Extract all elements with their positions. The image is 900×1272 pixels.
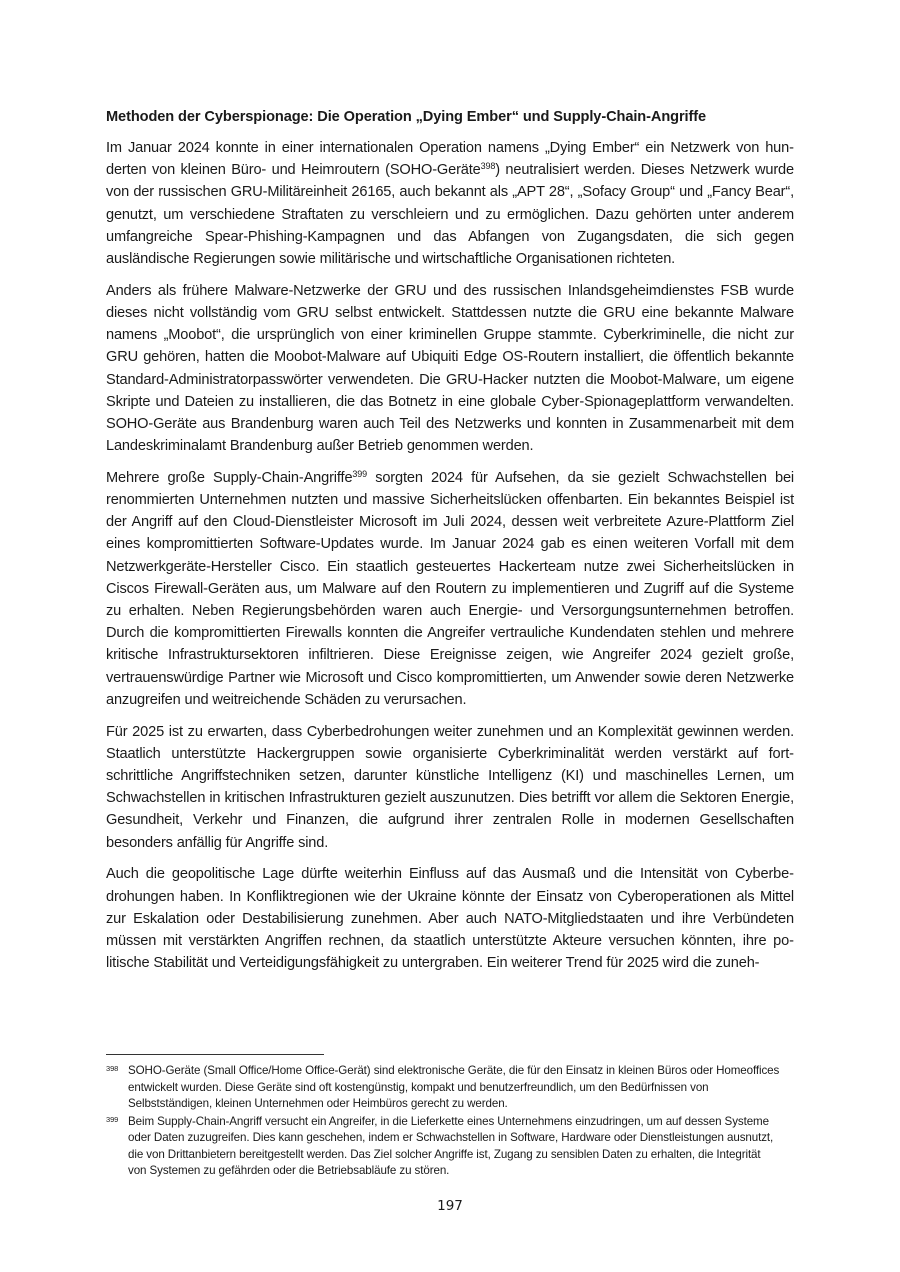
footnote-398 [106, 1063, 794, 1113]
footnote-ref-399[interactable]: 399 [352, 468, 367, 479]
footnote-number: 398 [106, 1064, 119, 1073]
page-number: 197 [437, 1198, 463, 1214]
paragraph-3 [106, 467, 794, 711]
paragraph-1-text-b: ) neutralisiert werden. Dieses Netzwerk wurde von der russischen GRU-Militäreinheit 26165, auch bekannt als „APT 28“, „Sofacy Group“ und „Fancy Bear“, genutzt, um verschiedene Straftaten zu verschleiern und zu ermöglichen. Dazu gehörten unter anderem umfangreiche Spear-Phishing-Kampagnen und das Abfangen von Zugangsdaten, die sich gegen ausländische Regierungen sowie militärische und wirtschaftliche Organisationen richteten. [106, 162, 794, 268]
footnote-text: Beim Supply-Chain-Angriff versucht ein Angreifer, in die Lieferkette eines Unternehmens einzudringen, um auf dessen Systeme oder Daten zuzugreifen. Dies kann geschehen, indem er Schwachstellen in Software, Hardware oder Dienstleistungen ausnutzt, die von Drittanbietern bereitgestellt werden. Das Ziel solcher Angriffe ist, Zugang zu sensiblen Daten zu erhalten, die Integrität von Systemen zu gefährden oder die Betriebsabläufe zu stören. [128, 1114, 774, 1177]
paragraph-2: Anders als frühere Malware-Netzwerke der GRU und des russischen Inlandsgeheimdienstes FSB wurde dieses nicht vollständig vom GRU selbst entwickelt. Stattdessen nutzte die GRU eine bekannte Malware namens „Moobot“, die ursprünglich von einer kriminellen Gruppe stammte. Cyberkriminelle, die nicht zur GRU gehören, hatten die Moobot-Malware auf Ubiquiti Edge OS-Routern installiert, die öffentlich bekannte Standard-Administratorpasswörter verwendeten. Die GRU-Hacker nutzten die Moobot-Malware, um eigene Skripte und Dateien zu installieren, die das Botnetz in eine globale Cyber-Spionageplattform verwandelten. SOHO-Geräte aus Brandenburg waren auch Teil des Netzwerks und konnten in Zusammenarbeit mit dem Landeskriminalamt Brandenburg außer Betrieb genommen werden. [106, 282, 794, 455]
footnote-399 [106, 1114, 794, 1180]
footnote-text: SOHO-Geräte (Small Office/Home Office-Gerät) sind elektronische Geräte, die für den Einsatz in kleinen Büros oder Homeoffices entwickelt wurden. Diese Geräte sind oft kostengünstig, kompakt und benutzerfreundlich, um den Bedürfnissen von Selbstständigen, kleinen Unternehmen oder Heimbüros gerecht zu werden. [128, 1064, 780, 1110]
page-body [106, 106, 794, 984]
footnotes-section [106, 1054, 794, 1181]
paragraph-1 [106, 137, 794, 270]
paragraph-3-text-b: sorgten 2024 für Aufsehen, da sie gezielt Schwachstellen bei renommierten Unternehmen nutzten und massive Sicherheitslücken offenbarten. Ein bekanntes Beispiel ist der Angriff auf den Cloud-Dienstleister Microsoft im Juli 2024, dessen weit verbreitete Azure-Plattform Ziel eines kompromittierten Software-Updates wurde. Im Januar 2024 gab es einen weiteren Vorfall mit dem Netzwerkgeräte-Hersteller Cisco. Ein staatlich gesteuertes Hackerteam nutze zwei Sicherheitslücken in Ciscos Firewall-Geräten aus, um Malware auf den Routern zu implementieren und Zugriff auf die Systeme zu erhalten. Neben Regierungsbehörden waren auch Energie- und Versorgungsunternehmen betroffen. Durch die kompromittierten Firewalls konnten die Angreifer vertrauliche Kundendaten stehlen und mehrere kritische Infrastruktursektoren infiltrieren. Diese Ereignisse zeigen, wie Angreifer 2024 gezielt große, vertrauenswürdige Partner wie Microsoft und Cisco kompromittierten, um Anwender sowie deren Netzwerke anzugreifen und weitreichende Schäden zu verursachen. [106, 469, 795, 708]
footnote-number: 399 [106, 1114, 119, 1124]
footnote-divider [106, 1054, 324, 1055]
paragraph-3-text-a: Mehrere große Supply-Chain-Angriffe [106, 469, 353, 486]
paragraph-4: Für 2025 ist zu erwarten, dass Cyberbedrohungen weiter zunehmen und an Komplexität gewinnen werden. Staatlich unterstützte Hackergruppen sowie organisierte Cyberkriminalität werden verstärkt auf fortschrittliche Angriffstechniken setzen, darunter künstliche Intelligenz (KI) und maschinelles Lernen, um Schwachstellen in kritischen Infrastrukturen gezielt auszunutzen. Dies betrifft vor allem die Sektoren Energie, Gesundheit, Verkehr und Finanzen, die aufgrund ihrer zentralen Rolle in modernen Gesellschaften besonders anfällig für Angriffe sind. [106, 723, 794, 851]
section-heading: Methoden der Cyberspionage: Die Operation „Dying Ember“ und Supply-Chain-Angriffe [106, 109, 707, 125]
footnote-ref-398[interactable]: 398 [480, 161, 496, 172]
paragraph-5: Auch die geopolitische Lage dürfte weiterhin Einfluss auf das Ausmaß und die Intensität von Cyberbedrohungen haben. In Konfliktregionen wie der Ukraine könnte der Einsatz von Cyberoperationen als Mittel zur Eskalation oder Destabilisierung zunehmen. Aber auch NATO-Mitgliedstaaten und ihre Verbündeten müssen mit verstärkten Angriffen rechnen, da staatlich unterstützte Akteure versuchen könnten, ihre politische Stabilität und Verteidigungsfähigkeit zu untergraben. Ein weiterer Trend für 2025 wird die zuneh- [106, 866, 794, 972]
paragraph-1-text-a: Im Januar 2024 konnte in einer internationalen Operation namens „Dying Ember“ ein Netzwerk von hunderten von kleinen Büro- und Heimroutern (SOHO-Geräte [106, 140, 794, 179]
